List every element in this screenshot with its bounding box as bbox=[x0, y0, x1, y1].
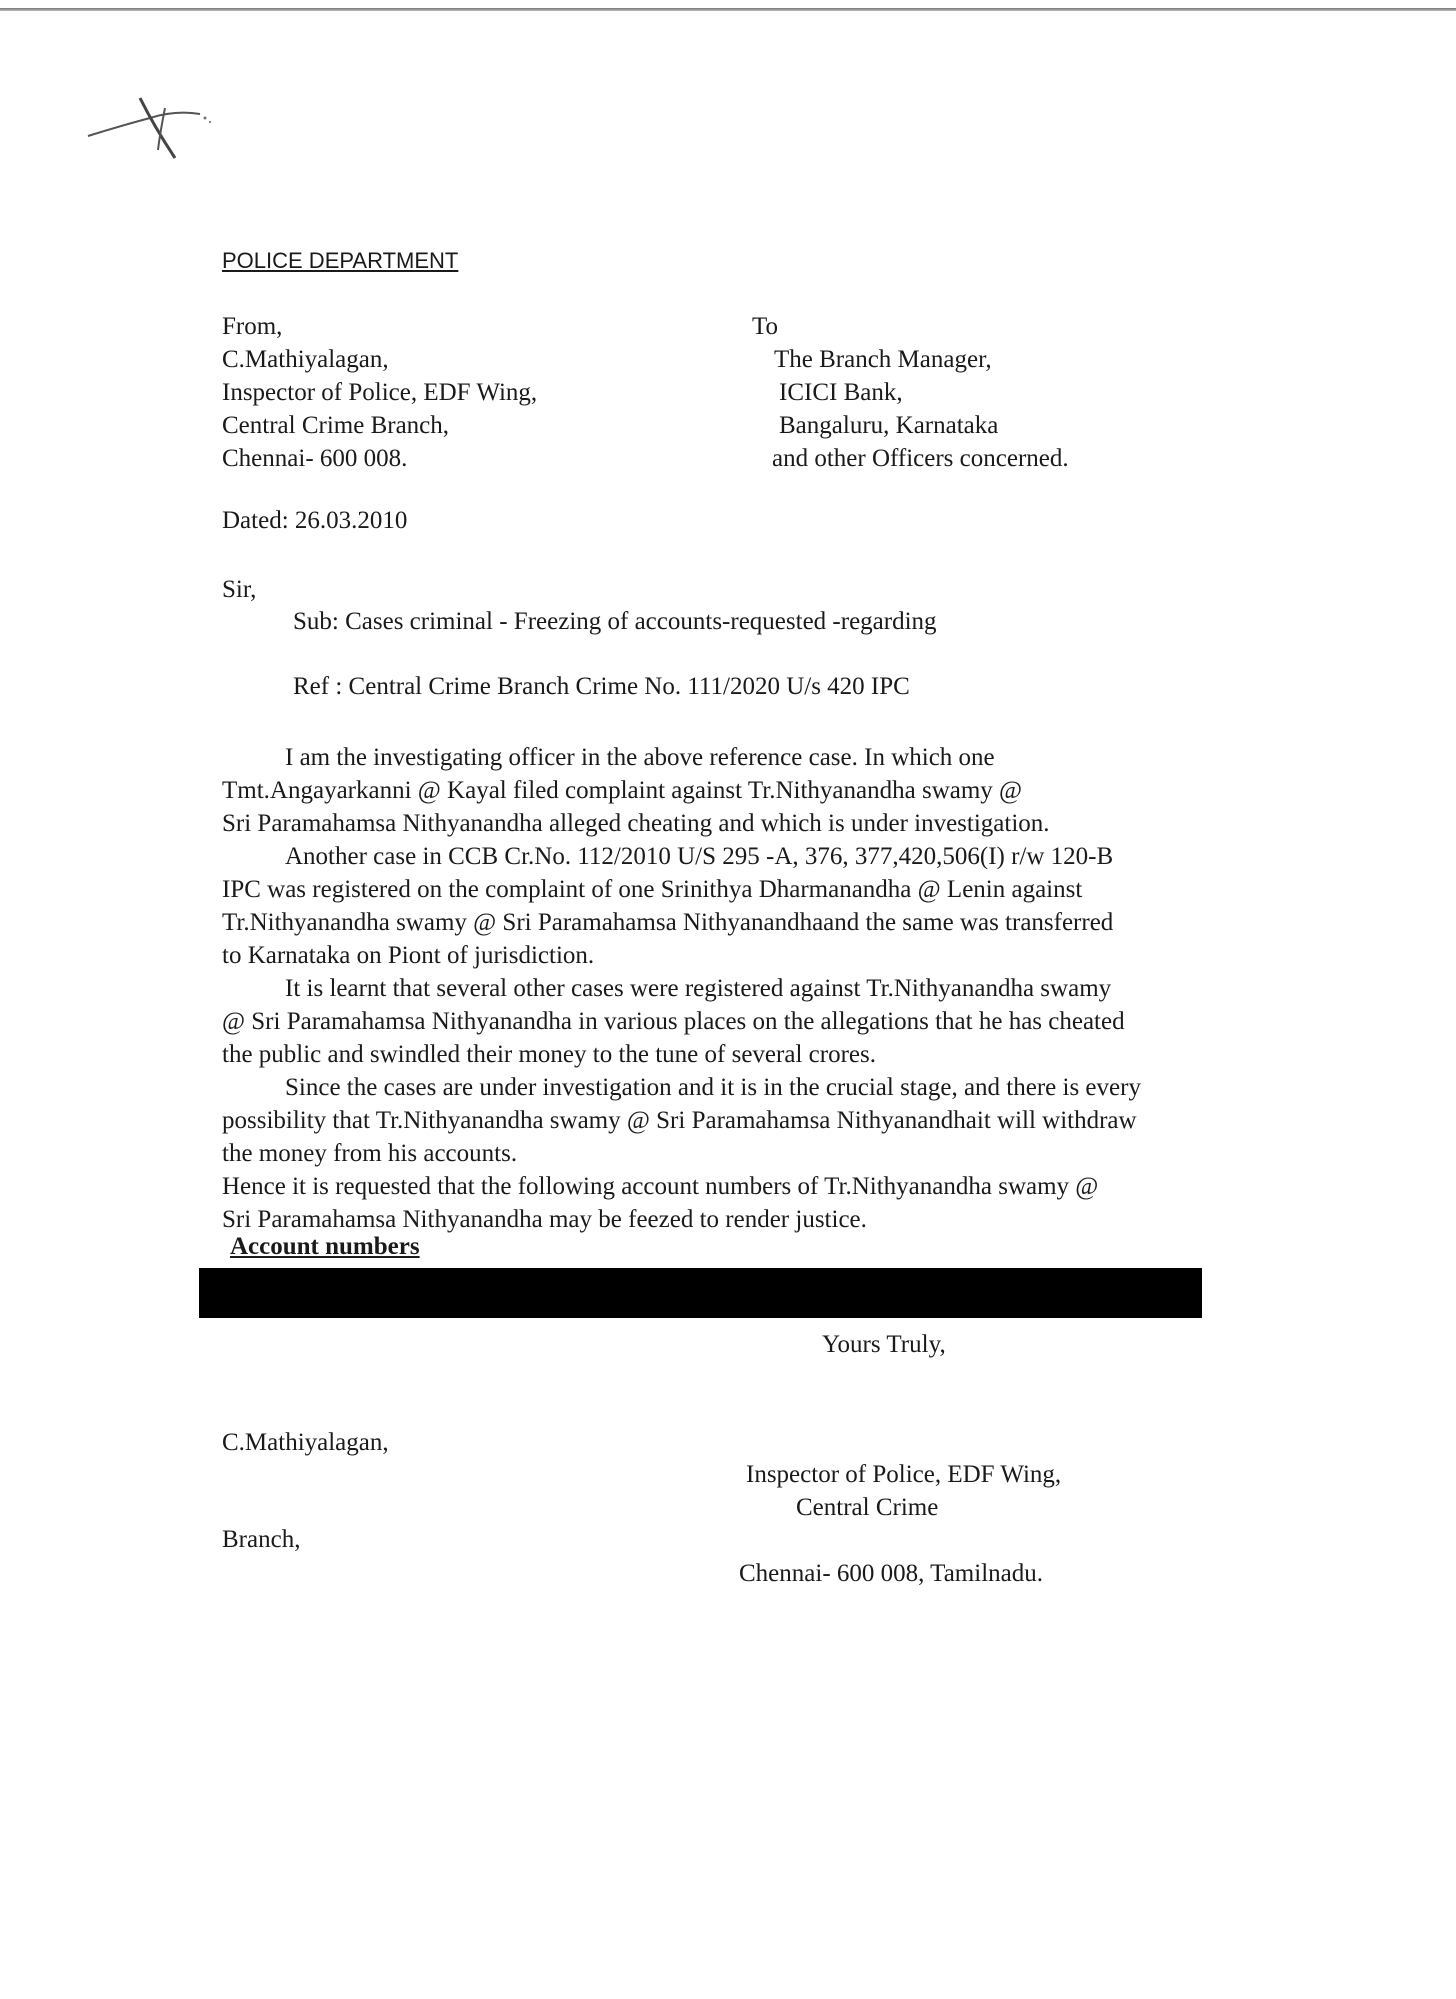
from-name: C.Mathiyalagan, bbox=[222, 346, 389, 373]
handwritten-x-mark bbox=[80, 88, 230, 178]
body-line: I am the investigating officer in the above reference case. In which one bbox=[285, 744, 995, 771]
salutation: Sir, bbox=[222, 576, 257, 603]
from-unit: Central Crime Branch, bbox=[222, 412, 450, 439]
body-line: Tr.Nithyanandha swamy @ Sri Paramahamsa Nithyanandhaand the same was transferred bbox=[222, 909, 1114, 936]
body-line: Sri Paramahamsa Nithyanandha may be feezed to render justice. bbox=[222, 1206, 867, 1233]
body-line: the money from his accounts. bbox=[222, 1140, 518, 1167]
body-line: Since the cases are under investigation and it is in the crucial stage, and there is every bbox=[285, 1074, 1141, 1101]
body-line: Hence it is requested that the following account numbers of Tr.Nithyanandha swamy @ bbox=[222, 1173, 1099, 1200]
to-line-3: Bangaluru, Karnataka bbox=[779, 412, 999, 439]
to-line-4: and other Officers concerned. bbox=[772, 445, 1069, 472]
from-label: From, bbox=[222, 313, 283, 340]
to-label: To bbox=[752, 313, 779, 340]
department-heading: POLICE DEPARTMENT bbox=[222, 248, 459, 273]
signature-unit: Central Crime bbox=[796, 1494, 939, 1521]
signature-branch: Branch, bbox=[222, 1526, 301, 1553]
body-line: possibility that Tr.Nithyanandha swamy @ Sri Paramahamsa Nithyanandhait will withdraw bbox=[222, 1107, 1137, 1134]
body-line: Another case in CCB Cr.No. 112/2010 U/S 295 -A, 376, 377,420,506(I) r/w 120-B bbox=[285, 843, 1114, 870]
signature-address: Chennai- 600 008, Tamilnadu. bbox=[739, 1560, 1043, 1587]
date-line: Dated: 26.03.2010 bbox=[222, 507, 408, 534]
body-line: IPC was registered on the complaint of one Srinithya Dharmanandha @ Lenin against bbox=[222, 876, 1083, 903]
reference-line: Ref : Central Crime Branch Crime No. 111/2020 U/s 420 IPC bbox=[293, 673, 910, 700]
top-rule bbox=[0, 8, 1456, 11]
from-city: Chennai- 600 008. bbox=[222, 445, 408, 472]
body-line: It is learnt that several other cases were registered against Tr.Nithyanandha swamy bbox=[285, 975, 1112, 1002]
to-line-1: The Branch Manager, bbox=[774, 346, 992, 373]
letter-body bbox=[222, 741, 1141, 1236]
body-line: to Karnataka on Piont of jurisdiction. bbox=[222, 942, 595, 969]
to-line-2: ICICI Bank, bbox=[779, 379, 903, 406]
account-numbers-heading: Account numbers bbox=[230, 1233, 420, 1260]
subject-line: Sub: Cases criminal - Freezing of accounts-requested -regarding bbox=[293, 608, 937, 635]
redaction-bar bbox=[199, 1268, 1202, 1318]
body-line: Sri Paramahamsa Nithyanandha alleged cheating and which is under investigation. bbox=[222, 810, 1050, 837]
from-designation: Inspector of Police, EDF Wing, bbox=[222, 379, 538, 406]
body-line: @ Sri Paramahamsa Nithyanandha in various places on the allegations that he has cheated bbox=[222, 1008, 1125, 1035]
from-block bbox=[222, 310, 537, 475]
closing: Yours Truly, bbox=[822, 1331, 946, 1358]
signature-designation: Inspector of Police, EDF Wing, bbox=[746, 1461, 1062, 1488]
body-line: Tmt.Angayarkanni @ Kayal filed complaint against Tr.Nithyanandha swamy @ bbox=[222, 777, 1023, 804]
to-block bbox=[752, 310, 1069, 475]
body-line: the public and swindled their money to the tune of several crores. bbox=[222, 1041, 876, 1068]
signature-name: C.Mathiyalagan, bbox=[222, 1429, 389, 1456]
